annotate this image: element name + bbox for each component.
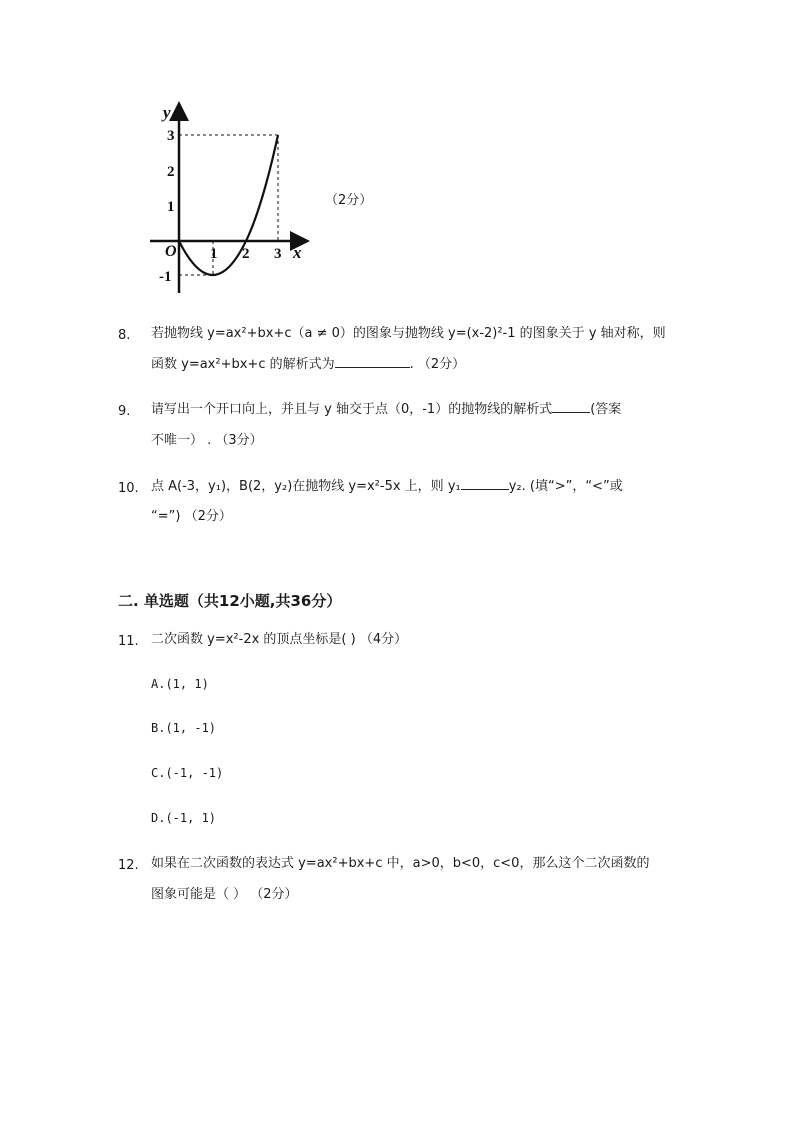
q9-line1-tail: (答案: [590, 402, 622, 417]
x-axis-label: x: [293, 243, 302, 262]
q9-line1: [151, 400, 621, 420]
graph-score: （2分）: [325, 193, 373, 208]
q12-line2: 图象可能是（ ） （2分）: [151, 887, 298, 902]
q10-line1-tail: y₂. (填“>”，“<”或: [508, 479, 623, 494]
q12-line1: 如果在二次函数的表达式 y=ax²+bx+c 中，a>0，b<0，c<0，那么这个二次函数的: [151, 856, 650, 871]
tick-y-2: 2: [167, 164, 175, 180]
origin-label: O: [165, 243, 177, 260]
parabola-curve: [179, 135, 278, 275]
q8-line2-text: 函数 y=ax²+bx+c 的解析式为: [151, 357, 335, 372]
q10-line2: “=”) （2分）: [151, 509, 232, 524]
q10-answer-blank[interactable]: [461, 477, 509, 490]
q8-number: 8.: [118, 328, 131, 343]
parabola-graph: [145, 98, 315, 298]
tick-x-1: 1: [210, 246, 218, 262]
q8-line2: [151, 355, 465, 375]
q10-line1: [151, 477, 623, 497]
q11-option-a[interactable]: A.(1, 1): [151, 677, 209, 691]
y-axis-label: y: [163, 103, 171, 122]
section-heading: 二. 单选题（共12小题,共36分）: [118, 592, 342, 610]
q9-number: 9.: [118, 404, 131, 419]
q10-number: 10.: [118, 481, 139, 496]
q11-option-c[interactable]: C.(-1, -1): [151, 766, 224, 780]
q9-line1-text: 请写出一个开口向上，并且与 y 轴交于点（0，-1）的抛物线的解析式: [151, 402, 553, 417]
tick-x-3: 3: [274, 246, 282, 262]
q8-line1: 若抛物线 y=ax²+bx+c（a ≠ 0）的图象与抛物线 y=(x-2)²-1 的图象关于 y 轴对称，则: [151, 326, 666, 341]
q8-line2-tail: . （2分）: [409, 357, 466, 372]
q11-number: 11.: [118, 634, 139, 649]
q11-option-d[interactable]: D.(-1, 1): [151, 811, 217, 825]
tick-y-3: 3: [167, 128, 175, 144]
q10-line1-text: 点 A(-3，y₁)，B(2，y₂)在抛物线 y=x²-5x 上，则 y₁: [151, 479, 461, 494]
q11-text: 二次函数 y=x²-2x 的顶点坐标是( ) （4分）: [151, 632, 408, 647]
q9-answer-blank[interactable]: [552, 400, 590, 413]
q11-option-b[interactable]: B.(1, -1): [151, 721, 217, 735]
q9-line2: 不唯一） . （3分）: [151, 433, 263, 448]
tick-y-neg1: -1: [159, 269, 172, 285]
q12-number: 12.: [118, 858, 139, 873]
tick-y-1: 1: [167, 199, 175, 215]
q8-answer-blank[interactable]: [335, 355, 410, 368]
tick-x-2: 2: [242, 246, 250, 262]
